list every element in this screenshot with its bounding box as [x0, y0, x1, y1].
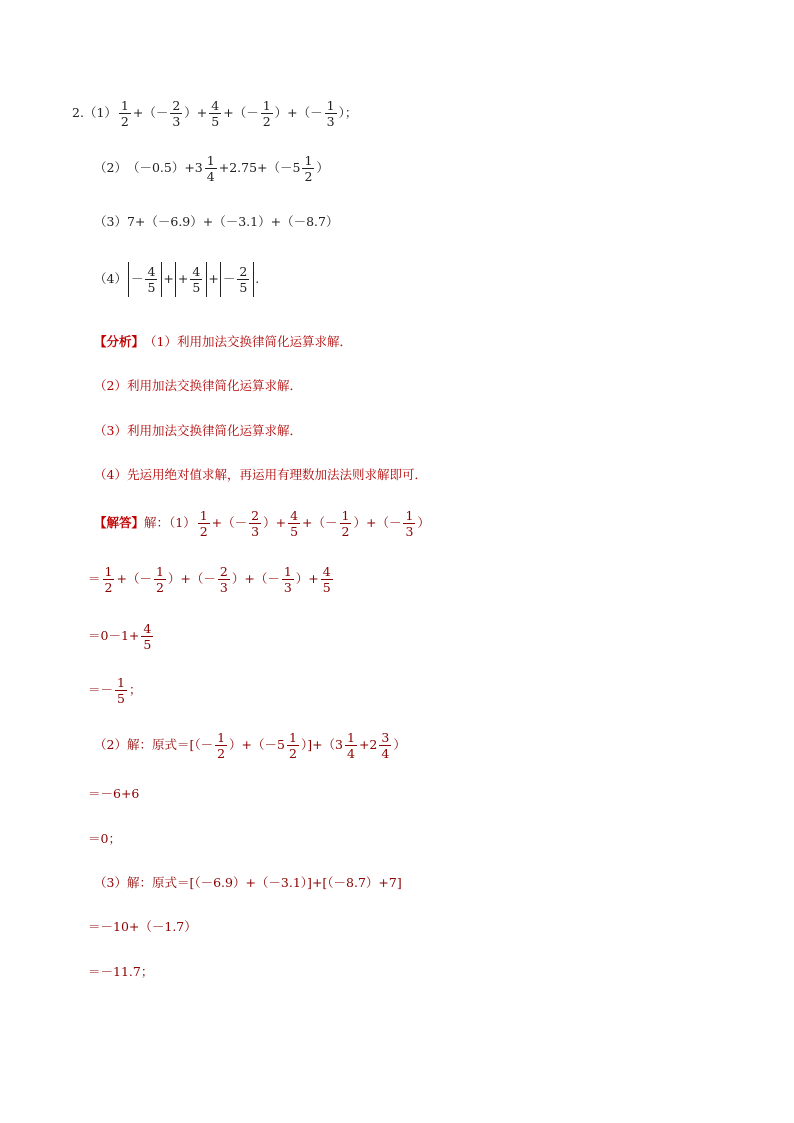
problem-2-part-2	[94, 153, 329, 184]
part-label: （1）	[83, 105, 117, 121]
analysis-text: （4）先运用绝对值求解，再运用有理数加法法则求解即可．	[94, 467, 427, 482]
expr-text: ）+	[263, 515, 287, 531]
expr-text: ）+（－	[167, 571, 216, 587]
expr-text: ＝	[88, 571, 101, 587]
sign: －	[222, 271, 236, 287]
analysis-line-3	[94, 425, 302, 438]
expr-text: ＝0；	[88, 831, 121, 846]
fraction: $\frac{1}{2}$	[262, 98, 271, 129]
expr-text: ）+	[184, 105, 208, 121]
expr-text: +（－	[116, 571, 152, 587]
fraction: $\frac{4}{5}$	[290, 508, 299, 539]
expr-text: ＝－11.7；	[88, 964, 154, 979]
expr-text: ＝0－1+	[88, 628, 140, 644]
solution-step-6	[88, 788, 139, 801]
expr-text: （3）解：原式＝[（－6.9）+（－3.1）]+[（－8.7）+7]	[94, 875, 402, 890]
fraction: $\frac{1}{4}$	[206, 153, 215, 184]
problem-2-part-3	[94, 216, 338, 229]
solution-step-5	[94, 730, 406, 761]
part-label: （2）	[94, 160, 127, 176]
fraction: $\frac{1}{2}$	[217, 730, 226, 761]
expr-text: ）]+（3	[300, 737, 343, 753]
expr-text: ）+	[295, 571, 319, 587]
expr-text: +（－	[132, 105, 169, 121]
expr-text: +（－	[302, 515, 338, 531]
fraction: $\frac{4}{5}$	[192, 264, 201, 295]
absolute-value	[220, 262, 254, 297]
expr-text: ）	[417, 515, 430, 531]
solution-step-4	[88, 675, 141, 706]
expr-text: ）+（－	[353, 515, 402, 531]
problem-number: 2.	[72, 105, 84, 121]
fraction: $\frac{1}{2}$	[341, 508, 350, 539]
expr-text: +	[208, 271, 219, 287]
analysis-text: （2）利用加法交换律简化运算求解．	[94, 378, 302, 393]
problem-2-part-1	[72, 98, 357, 129]
analysis-tag: 【分析】	[94, 334, 145, 349]
fraction: $\frac{3}{4}$	[381, 730, 390, 761]
fraction: $\frac{1}{2}$	[120, 98, 129, 129]
expr-text: ）+（－	[274, 105, 323, 121]
fraction: $\frac{4}{5}$	[143, 621, 152, 652]
fraction: $\frac{2}{3}$	[219, 564, 228, 595]
solution-step-2	[88, 564, 335, 595]
expr-text: ）	[316, 160, 329, 176]
solution-step-1	[94, 508, 430, 539]
expr-text: +（－	[223, 105, 259, 121]
expr-text: +2.75+（－5	[218, 160, 301, 176]
fraction: $\frac{1}{4}$	[347, 730, 355, 761]
solution-step-10	[88, 966, 153, 979]
sign: +	[177, 271, 189, 287]
expr-text: ）+（－	[231, 571, 280, 587]
analysis-line-1	[94, 336, 352, 349]
sign: －	[130, 271, 144, 287]
expr-text: +	[163, 271, 174, 287]
expr-text: +（－	[211, 515, 248, 531]
fraction: $\frac{4}{5}$	[211, 98, 220, 129]
expr-text: ）	[393, 737, 406, 753]
fraction: $\frac{2}{5}$	[239, 264, 248, 295]
analysis-line-2	[94, 380, 302, 393]
fraction: $\frac{1}{3}$	[326, 98, 335, 129]
expr-text: （－0.5）+3	[126, 160, 203, 176]
absolute-value	[175, 262, 207, 297]
fraction: $\frac{4}{5}$	[147, 264, 156, 295]
fraction: $\frac{1}{2}$	[199, 508, 208, 539]
fraction: $\frac{1}{3}$	[405, 508, 414, 539]
fraction: $\frac{1}{2}$	[155, 564, 164, 595]
analysis-text: （1）利用加法交换律简化运算求解．	[144, 334, 352, 349]
fraction: $\frac{1}{2}$	[288, 730, 297, 761]
expr-text: +2	[358, 737, 378, 753]
problem-2-part-4	[94, 262, 259, 297]
fraction: $\frac{2}{3}$	[251, 508, 260, 539]
expr-text: ＝－6+6	[88, 786, 140, 801]
expr-text: （2）解：原式＝[（－	[94, 737, 214, 753]
expr-text: ）+（－5	[229, 737, 285, 753]
part-label: （3）	[94, 214, 127, 229]
expr-text: ）；	[338, 105, 358, 121]
analysis-line-4	[94, 469, 427, 482]
fraction: $\frac{1}{5}$	[117, 675, 125, 706]
expr-text: ＝－10+（－1.7）	[88, 919, 197, 934]
solution-step-3	[88, 621, 155, 652]
part-label: （4）	[94, 271, 127, 287]
expr-text: 7+（－6.9）+（－3.1）+（－8.7）	[126, 214, 339, 229]
solution-step-9	[88, 921, 197, 934]
expr-text: ＝－	[88, 682, 114, 698]
expr-text: 解：（1）	[144, 515, 196, 531]
absolute-value	[128, 262, 162, 297]
solution-step-7	[88, 833, 121, 846]
fraction: $\frac{2}{3}$	[172, 98, 181, 129]
fraction: $\frac{1}{3}$	[283, 564, 292, 595]
fraction: $\frac{1}{2}$	[104, 564, 113, 595]
analysis-text: （3）利用加法交换律简化运算求解．	[94, 423, 302, 438]
fraction: $\frac{1}{2}$	[304, 153, 313, 184]
answer-tag: 【解答】	[94, 515, 145, 531]
fraction: $\frac{4}{5}$	[322, 564, 331, 595]
expr-text: ；	[128, 682, 142, 698]
solution-step-8	[94, 877, 402, 890]
expr-text: .	[255, 271, 260, 287]
